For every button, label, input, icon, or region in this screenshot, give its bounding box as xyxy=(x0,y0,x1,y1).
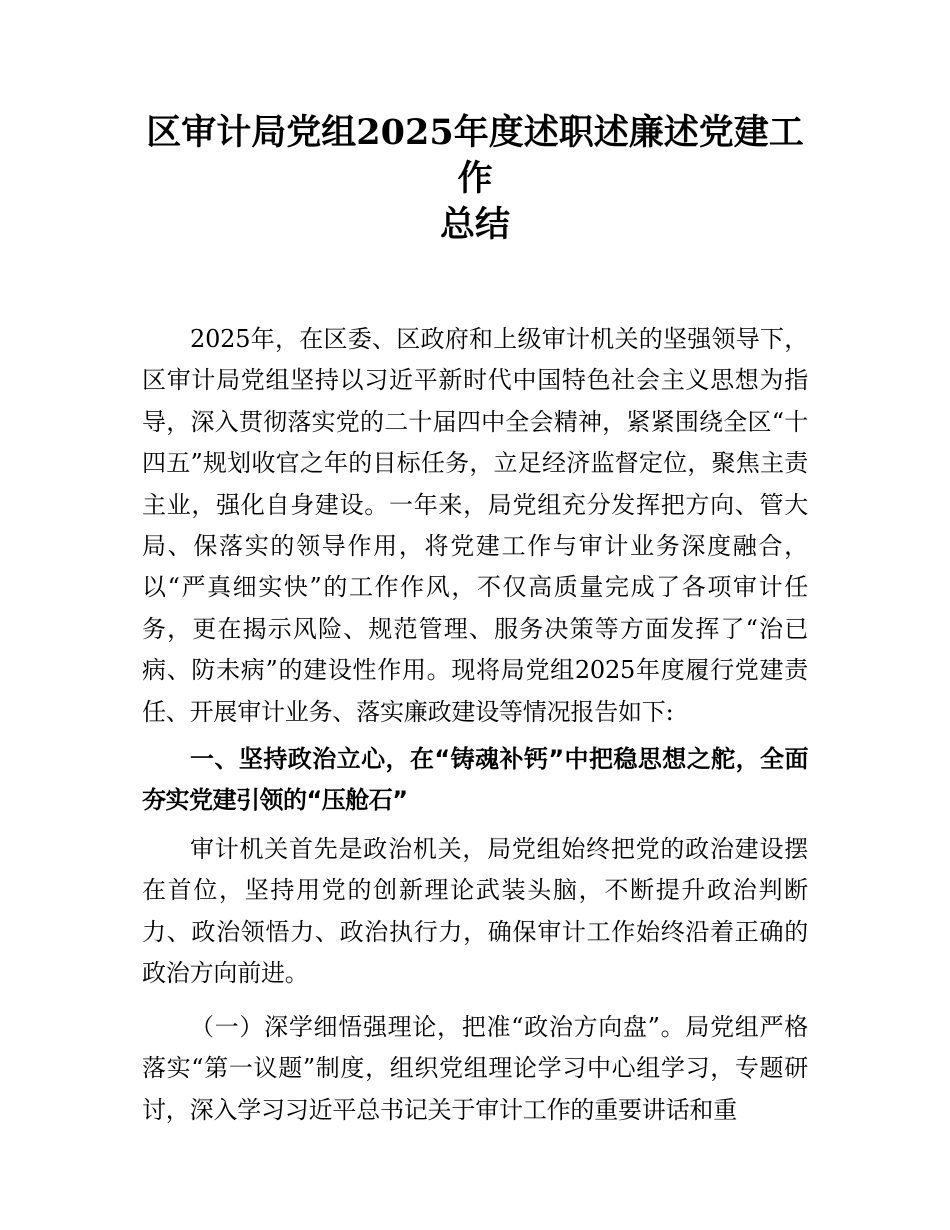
document-page xyxy=(142,0,808,1131)
subsection-1-paragraph: （一）深学细悟强理论，把准“政治方向盘”。局党组严格落实“第一议题”制度，组织党组理论学习中心组学习，专题研讨，深入学习习近平总书记关于审计工作的重要讲话和重 xyxy=(142,1012,808,1124)
section-1-paragraph: 审计机关首先是政治机关，局党组始终把党的政治建设摆在首位，坚持用党的创新理论武装头脑，不断提升政治判断力、政治领悟力、政治执行力，确保审计工作始终沿着正确的政治方向前进。 xyxy=(142,835,808,988)
title-line-1: 区审计局党组2025年度述职述廉述党建工作 xyxy=(146,112,804,199)
section-1-heading: 一、坚持政治立心，在“铸魂补钙”中把稳思想之舵，全面夯实党建引领的“压舱石” xyxy=(142,745,808,815)
intro-paragraph: 2025年，在区委、区政府和上级审计机关的坚强领导下，区审计局党组坚持以习近平新时代中国特色社会主义思想为指导，深入贯彻落实党的二十届四中全会精神，紧紧围绕全区“十四五”规划收官之年的目标任务，立足经济监督定位，聚焦主责主业，强化自身建设。一年来，局党组充分发挥把方向、管大局、保落实的领导作用，将党建工作与审计业务深度融合，以“严真细实快”的工作作风，不仅高质量完成了各项审计任务，更在揭示风险、规范管理、服务决策等方面发挥了“治已病、防未病”的建设性作用。现将局党组2025年度履行党建责任、开展审计业务、落实廉政建设等情况报告如下: xyxy=(142,325,808,726)
title-line-2: 总结 xyxy=(439,204,510,245)
document-title xyxy=(142,110,808,248)
